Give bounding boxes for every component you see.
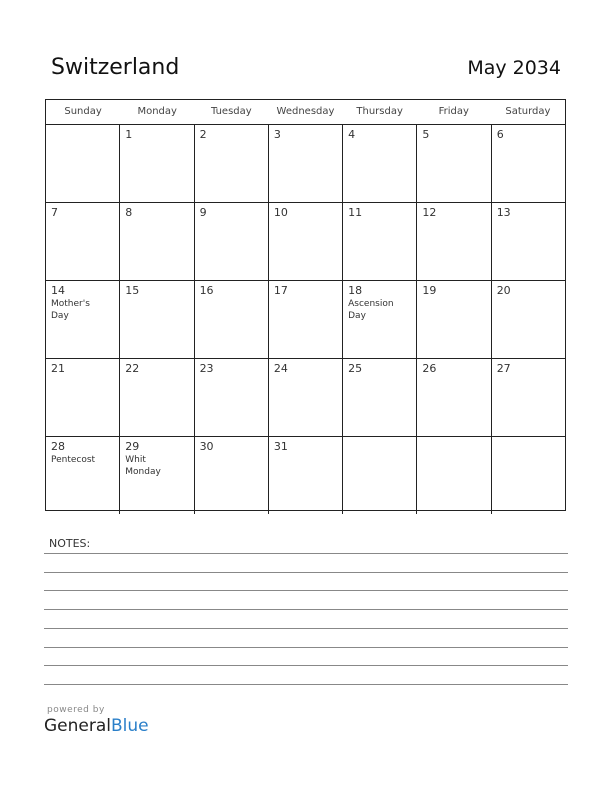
day-number: 28	[51, 440, 65, 453]
country-title: Switzerland	[51, 55, 180, 80]
day-number: 11	[348, 206, 363, 219]
weekday-sunday: Sunday	[64, 106, 102, 117]
day-number: 15	[125, 284, 140, 297]
week-row	[46, 359, 565, 437]
holiday-label: Mother's Day	[51, 299, 90, 321]
day-number: 17	[273, 284, 288, 297]
day-cell	[46, 203, 120, 280]
day-cell	[492, 359, 565, 436]
day-number: 7	[51, 206, 58, 219]
week-row	[46, 281, 565, 359]
day-cell	[269, 359, 343, 436]
day-cell	[46, 125, 120, 202]
day-cell	[120, 125, 194, 202]
day-number: 24	[273, 362, 288, 375]
day-cell	[492, 437, 565, 514]
weekday-thursday: Thursday	[356, 106, 403, 117]
day-number: 30	[199, 440, 214, 453]
day-cell	[195, 437, 269, 514]
holiday-label: Whit Monday	[125, 455, 161, 477]
day-number: 10	[273, 206, 288, 219]
notes-line	[44, 553, 568, 554]
notes-line	[44, 628, 568, 629]
day-cell	[492, 203, 565, 280]
day-cell	[343, 281, 417, 358]
day-cell	[120, 359, 194, 436]
weekday-header	[46, 100, 565, 125]
day-number: 4	[348, 128, 356, 141]
day-number: 14	[51, 284, 65, 297]
day-cell	[195, 359, 269, 436]
day-number: 1	[125, 128, 133, 141]
day-cell	[269, 125, 343, 202]
notes-line	[44, 647, 568, 648]
notes-line	[44, 684, 568, 685]
day-cell	[343, 125, 417, 202]
holiday-label: Pentecost	[51, 455, 96, 465]
notes-line	[44, 572, 568, 573]
day-number: 16	[199, 284, 214, 297]
day-number: 19	[422, 284, 437, 297]
holiday-label: Ascension Day	[348, 299, 394, 321]
day-cell	[269, 281, 343, 358]
day-cell	[343, 359, 417, 436]
day-cell	[417, 437, 491, 514]
day-number: 12	[422, 206, 437, 219]
day-number: 6	[496, 128, 504, 141]
day-cell	[195, 203, 269, 280]
day-cell	[269, 437, 343, 514]
day-cell	[195, 281, 269, 358]
day-cell	[120, 203, 194, 280]
day-cell	[120, 437, 194, 514]
week-row	[46, 437, 565, 514]
day-number: 8	[125, 206, 133, 219]
day-cell	[417, 281, 491, 358]
notes-line	[44, 609, 568, 610]
day-number: 3	[273, 128, 281, 141]
notes-line	[44, 665, 568, 666]
brand-blue: Blue	[111, 716, 149, 736]
day-number: 13	[496, 206, 511, 219]
powered-by: powered by	[47, 705, 105, 715]
weekday-saturday: Saturday	[505, 106, 551, 117]
weekday-wednesday: Wednesday	[276, 106, 335, 117]
day-number: 22	[125, 362, 140, 375]
day-cell	[269, 203, 343, 280]
day-cell	[46, 281, 120, 358]
day-cell	[492, 125, 565, 202]
day-number: 25	[348, 362, 363, 375]
day-cell	[46, 359, 120, 436]
weekday-friday: Friday	[438, 106, 469, 117]
week-row	[46, 125, 565, 203]
week-row	[46, 203, 565, 281]
day-cell	[492, 281, 565, 358]
day-cell	[46, 437, 120, 514]
weekday-tuesday: Tuesday	[211, 106, 252, 117]
weekday-monday: Monday	[137, 106, 177, 117]
day-number: 18	[348, 284, 363, 297]
notes-label: NOTES:	[49, 537, 91, 550]
day-number: 5	[422, 128, 430, 141]
day-cell	[417, 125, 491, 202]
day-number: 21	[51, 362, 65, 375]
day-number: 9	[199, 206, 207, 219]
day-number: 31	[273, 440, 288, 453]
day-cell	[417, 359, 491, 436]
day-number: 29	[125, 440, 140, 453]
day-cell	[120, 281, 194, 358]
notes-line	[44, 590, 568, 591]
day-number: 23	[199, 362, 214, 375]
month-year: May 2034	[467, 57, 561, 79]
brand-general: General	[44, 716, 111, 736]
day-number: 26	[422, 362, 437, 375]
day-number: 27	[496, 362, 511, 375]
day-cell	[343, 203, 417, 280]
day-number: 20	[496, 284, 511, 297]
day-cell	[195, 125, 269, 202]
generalblue-logo	[44, 716, 149, 736]
day-cell	[343, 437, 417, 514]
calendar-grid	[45, 99, 566, 511]
day-number: 2	[199, 128, 207, 141]
day-cell	[417, 203, 491, 280]
